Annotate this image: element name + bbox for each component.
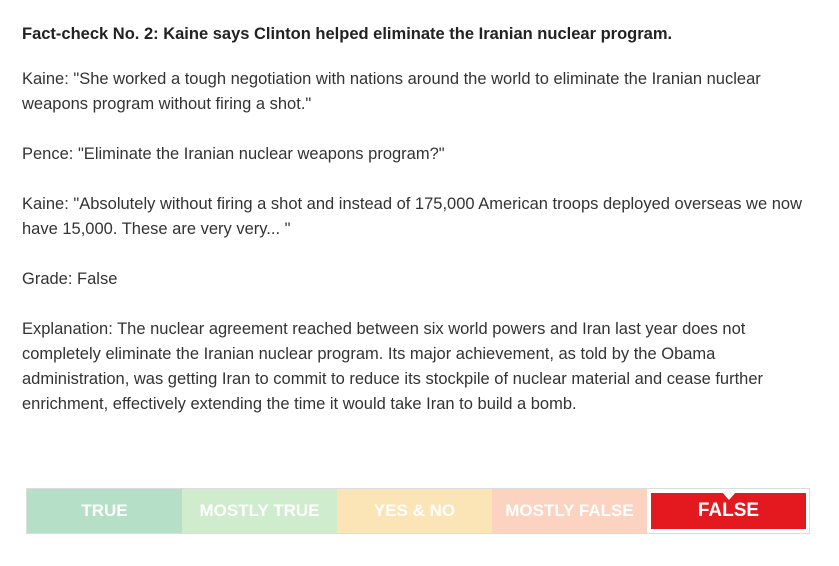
fact-check-headline: Fact-check No. 2: Kaine says Clinton helped eliminate the Iranian nuclear program. — [22, 25, 673, 43]
rating-false-label: FALSE — [697, 500, 760, 521]
selected-indicator-notch — [722, 492, 736, 500]
article-body — [22, 22, 822, 442]
rating-mostly-false: MOSTLY FALSE — [492, 489, 647, 533]
rating-false-cell — [647, 489, 809, 533]
truth-meter — [26, 488, 810, 534]
quote-kaine-2: Kaine: "Absolutely without firing a shot and instead of 175,000 American troops deployed overseas we now have 15,000. These are very very... " — [22, 195, 803, 238]
quote-pence: Pence: "Eliminate the Iranian nuclear weapons program?" — [22, 145, 445, 163]
rating-yes-and-no: YES & NO — [337, 489, 492, 533]
rating-false-selected — [651, 493, 806, 529]
quote-kaine-1: Kaine: "She worked a tough negotiation with nations around the world to eliminate the Iranian nuclear weapons program without firing a shot." — [22, 70, 761, 113]
explanation-text: Explanation: The nuclear agreement reached between six world powers and Iran last year does not completely eliminate the Iranian nuclear program. Its major achievement, as told by the Obama administration, was getting Iran to commit to reduce its stockpile of nuclear material and cease further enrichment, effectively extending the time it would take Iran to build a bomb. — [22, 320, 764, 413]
rating-mostly-true: MOSTLY TRUE — [182, 489, 337, 533]
rating-true: TRUE — [27, 489, 182, 533]
grade-text: Grade: False — [22, 270, 118, 288]
